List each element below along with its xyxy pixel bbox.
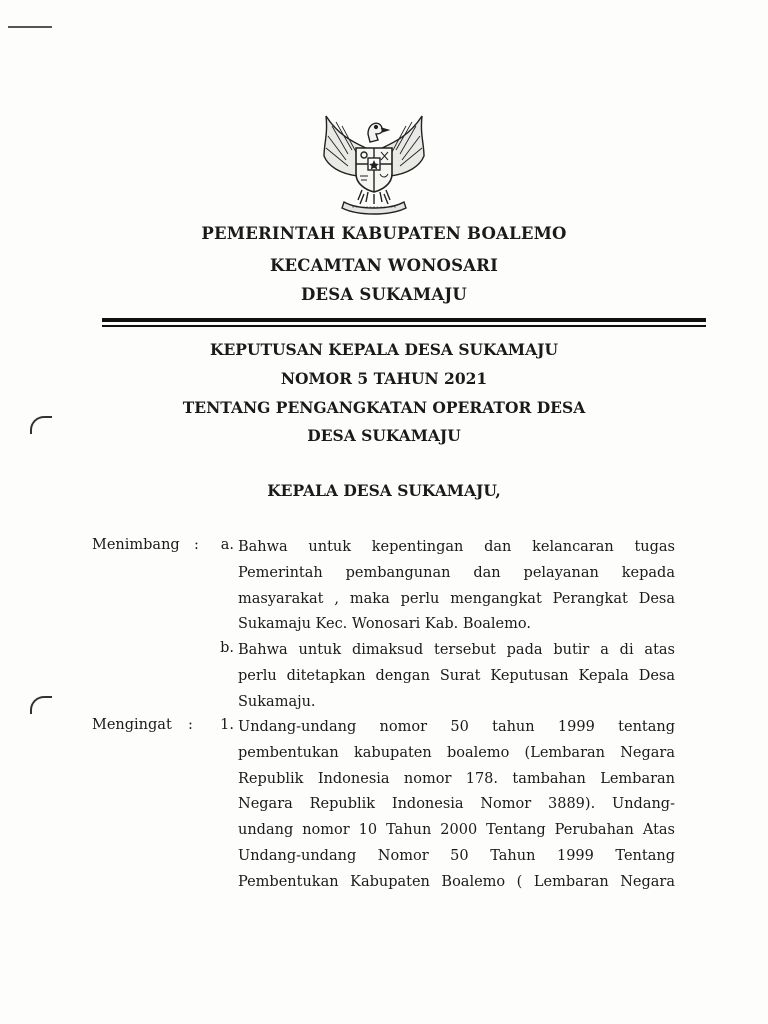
header-divider-thick <box>102 318 706 322</box>
text-line: masyarakat , maka perlu mengangkat Perangkat Desa <box>238 590 675 607</box>
header-village: DESA SUKAMAJU <box>301 285 467 304</box>
garuda-emblem-icon <box>318 104 430 216</box>
text-line: perlu ditetapkan dengan Surat Keputusan Kepala Desa <box>238 667 675 684</box>
text-line: Republik Indonesia nomor 178. tambahan Lembaran <box>238 770 675 787</box>
text-line: Sukamaju Kec. Wonosari Kab. Boalemo. <box>238 616 531 633</box>
text-line: Bahwa untuk dimaksud tersebut pada butir a di atas <box>238 642 675 658</box>
menimbang-item-text <box>238 535 675 638</box>
header-government: PEMERINTAH KABUPATEN BOALEMO <box>201 224 567 243</box>
mengingat-label: Mengingat <box>92 717 172 733</box>
punch-hole-mark <box>30 696 52 714</box>
text-line: Undang-undang nomor 50 tahun 1999 tentang <box>238 719 675 735</box>
mengingat-item-text <box>238 715 675 896</box>
decree-number: NOMOR 5 TAHUN 2021 <box>280 369 488 388</box>
text-line: Pembentukan Kabupaten Boalemo ( Lembaran Negara <box>238 873 675 890</box>
header-divider-thin <box>102 325 706 327</box>
text-line: Negara Republik Indonesia Nomor 3889). Undang- <box>238 796 675 813</box>
decree-title: KEPUTUSAN KEPALA DESA SUKAMAJU <box>210 340 558 359</box>
text-line: Undang-undang Nomor 50 Tahun 1999 Tentang <box>238 847 675 864</box>
header-district: KECAMTAN WONOSARI <box>269 256 499 275</box>
text-line: pembentukan kabupaten boalemo (Lembaran Negara <box>238 744 675 761</box>
menimbang-item-text <box>238 638 675 715</box>
menimbang-label: Menimbang <box>92 537 180 553</box>
menimbang-item-marker: b. <box>220 640 234 656</box>
mengingat-colon: : <box>188 717 193 733</box>
decree-subject-village: DESA SUKAMAJU <box>307 426 461 445</box>
text-line: undang nomor 10 Tahun 2000 Tentang Perubahan Atas <box>238 822 675 839</box>
text-line: Bahwa untuk kepentingan dan kelancaran tugas <box>238 539 675 555</box>
text-line: Sukamaju. <box>238 693 316 710</box>
text-line: Pemerintah pembangunan dan pelayanan kepada <box>238 564 675 581</box>
mengingat-item-marker: 1. <box>220 717 234 733</box>
menimbang-item-marker: a. <box>220 537 234 553</box>
decree-subject: TENTANG PENGANGKATAN OPERATOR DESA <box>182 398 586 417</box>
menimbang-colon: : <box>194 537 199 553</box>
scan-mark <box>8 26 52 28</box>
decree-issuer: KEPALA DESA SUKAMAJU, <box>267 481 501 500</box>
